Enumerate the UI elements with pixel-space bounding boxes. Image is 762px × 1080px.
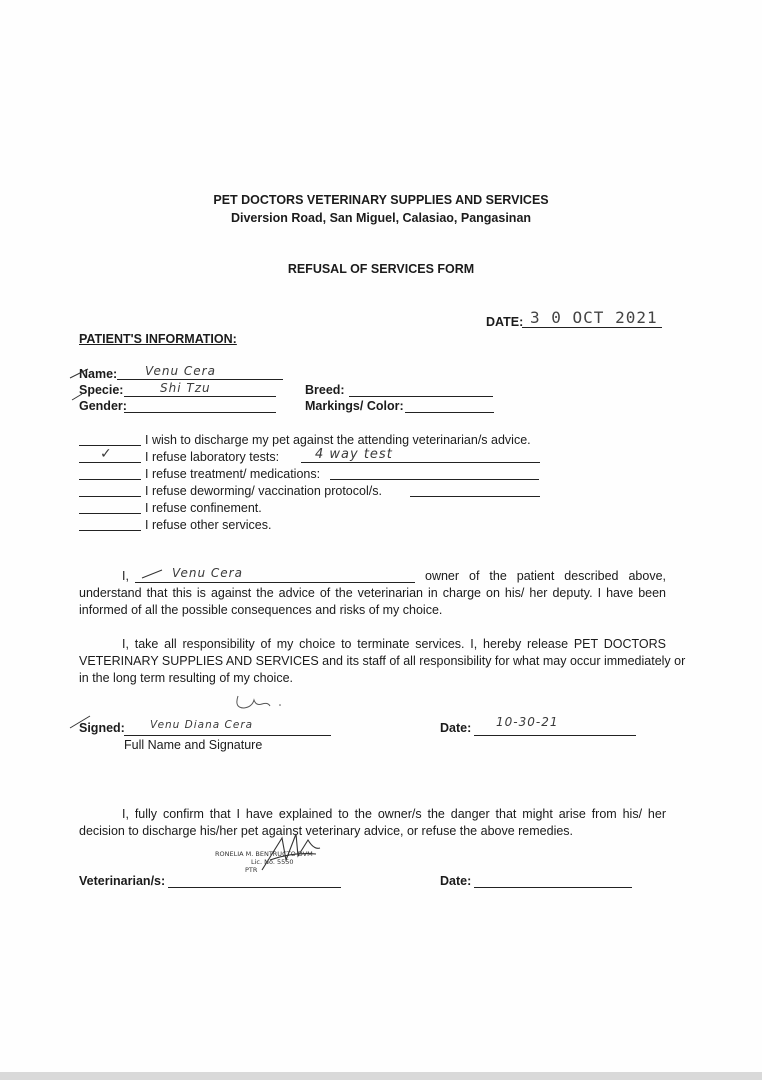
- option-blank: [79, 496, 141, 497]
- vet-stamp-lic: Lic. No. 5550: [251, 858, 294, 866]
- org-address: Diversion Road, San Miguel, Calasiao, Pangasinan: [230, 211, 532, 225]
- markings-label: Markings/ Color:: [305, 399, 404, 413]
- breed-label: Breed:: [305, 383, 345, 397]
- pen-marks: [68, 358, 98, 418]
- specie-line: [124, 396, 276, 397]
- option-check: ✓: [100, 446, 113, 462]
- confirm-line2: decision to discharge his/her pet against veterinary advice, or refuse the above remedies.: [79, 824, 574, 838]
- signed-date-label: Date:: [440, 721, 472, 735]
- option-blank: [79, 513, 141, 514]
- release-line2: VETERINARY SUPPLIES AND SERVICES and its staff of all responsibility for what may occur immediately or: [79, 654, 686, 668]
- signed-label: Signed:: [79, 721, 125, 735]
- option-detail: 4 way test: [315, 447, 393, 462]
- option-detail-line: [410, 496, 540, 497]
- option-detail-line: [301, 462, 540, 463]
- signed-date-line: [474, 735, 636, 736]
- option-text: I wish to discharge my pet against the attending veterinarian/s advice.: [145, 433, 531, 447]
- confirm-line1: I, fully confirm that I have explained to the owner/s the danger that might arise from his/ her: [122, 807, 666, 821]
- option-detail-line: [330, 479, 539, 480]
- option-text: I refuse confinement.: [145, 501, 262, 515]
- signed-date-value: 10-30-21: [496, 715, 559, 729]
- signed-value: Venu Diana Cera: [150, 719, 254, 731]
- release-line1: I, take all responsibility of my choice to terminate services. I, hereby release PET DOCTORS: [122, 637, 666, 651]
- vet-stamp-ptr: PTR: [245, 866, 258, 874]
- form-title: REFUSAL OF SERVICES FORM: [287, 262, 475, 276]
- vet-date-line: [474, 887, 632, 888]
- vet-signature: [252, 830, 324, 878]
- option-blank: [79, 462, 141, 463]
- signed-caption: Full Name and Signature: [124, 738, 263, 752]
- name-line: [117, 379, 283, 380]
- date-label: DATE:: [486, 315, 524, 329]
- release-line3: in the long term resulting of my choice.: [79, 671, 293, 685]
- gender-label: Gender:: [79, 399, 127, 413]
- vet-label: Veterinarian/s:: [79, 874, 166, 888]
- option-blank: [79, 479, 141, 480]
- statement-line1-end: owner of the patient described above,: [425, 569, 666, 583]
- patient-section-title: PATIENT'S INFORMATION:: [79, 332, 237, 346]
- option-text: I refuse other services.: [145, 518, 272, 532]
- vet-date-label: Date:: [440, 874, 472, 888]
- statement-line2: understand that this is against the advice of the veterinarian in charge on his/ her deputy. I have been: [79, 586, 666, 600]
- markings-line: [405, 412, 494, 413]
- date-line: [522, 327, 662, 328]
- statement-i: I,: [122, 569, 129, 583]
- option-text: I refuse treatment/ medications:: [145, 467, 321, 481]
- gender-line: [124, 412, 276, 413]
- owner-name: Venu Cera: [172, 566, 243, 580]
- date-stamp-value: 3 0 OCT 2021: [530, 308, 658, 327]
- statement-line3: informed of all the possible consequences and risks of my choice.: [79, 603, 443, 617]
- option-blank: [79, 530, 141, 531]
- owner-signature: [230, 690, 290, 716]
- vet-stamp-name: RONELIA M. BENTRUCTO DVM: [215, 850, 313, 858]
- option-text: I refuse deworming/ vaccination protocol/s.: [145, 484, 382, 498]
- vet-line: [168, 887, 341, 888]
- breed-line: [349, 396, 493, 397]
- option-text: I refuse laboratory tests:: [145, 450, 280, 464]
- scan-bottom-edge: [0, 1072, 762, 1080]
- pen-mark-owner: [140, 566, 170, 582]
- specie-value: Shi Tzu: [160, 381, 211, 395]
- name-label: Name:: [79, 367, 118, 381]
- pen-mark-signed: [68, 712, 98, 732]
- signed-line: [124, 735, 331, 736]
- name-value: Venu Cera: [145, 364, 216, 378]
- specie-label: Specie:: [79, 383, 124, 397]
- org-name: PET DOCTORS VETERINARY SUPPLIES AND SERVICES: [213, 193, 549, 207]
- owner-line: [135, 582, 415, 583]
